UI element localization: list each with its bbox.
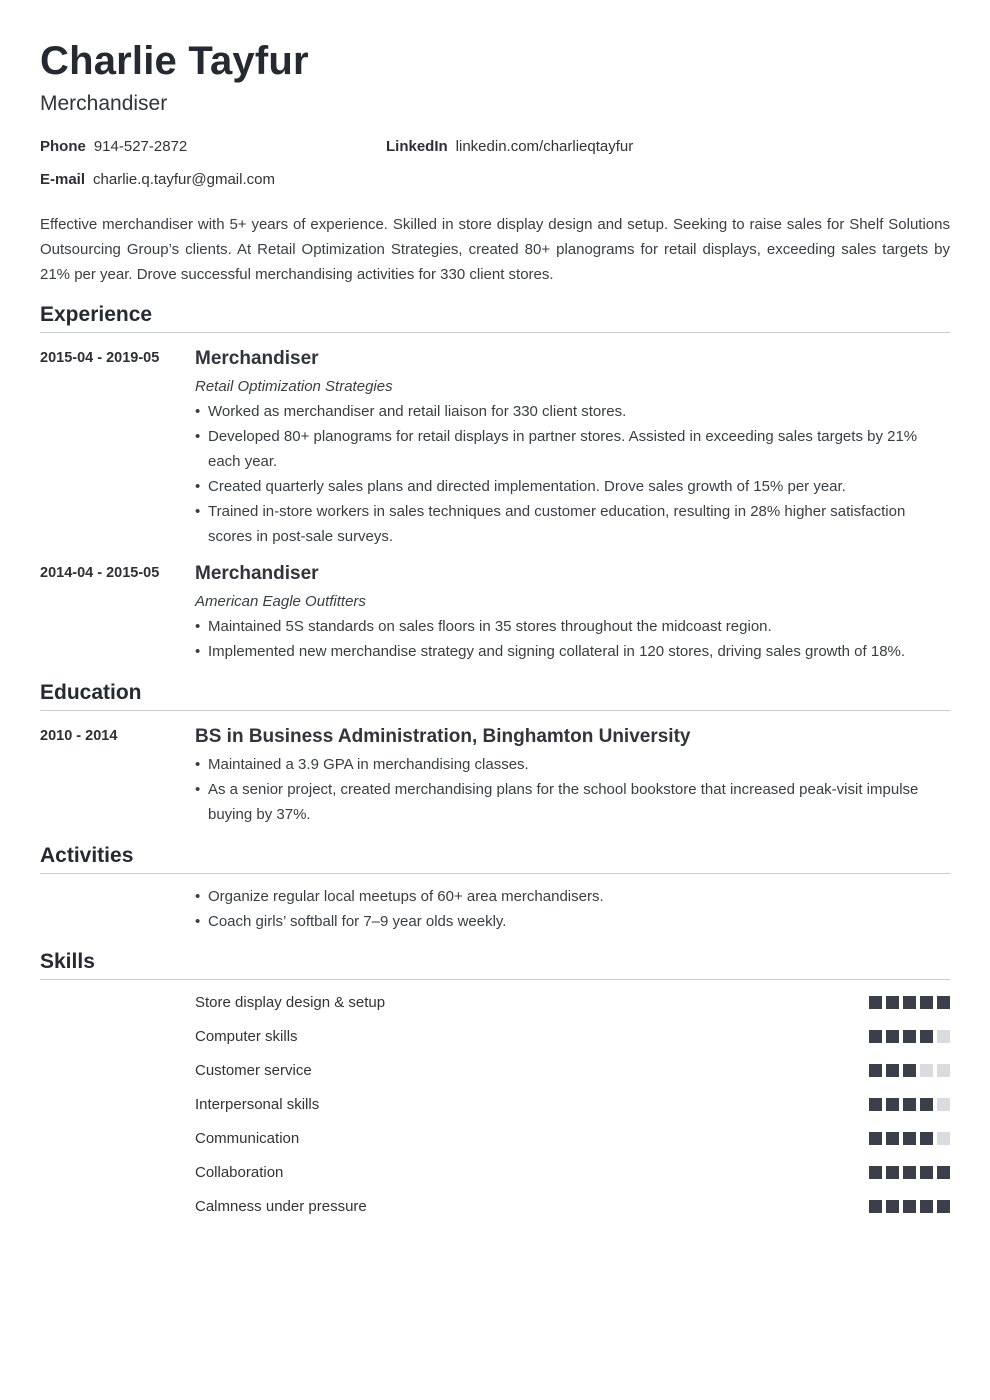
rating-square-filled xyxy=(903,1132,916,1145)
rating-square-filled xyxy=(937,996,950,1009)
rating-square-filled xyxy=(920,1132,933,1145)
skill-rating xyxy=(865,1200,950,1213)
skill-row xyxy=(195,1129,950,1149)
email-label: E-mail xyxy=(40,171,86,188)
bullet-item: • Implemented new merchandise strategy and signing collateral in 120 stores, driving sales growth of 18%. xyxy=(195,639,950,664)
skill-rating xyxy=(865,1064,950,1077)
skills-heading: Skills xyxy=(40,948,950,980)
skill-rating xyxy=(865,996,950,1009)
rating-square-filled xyxy=(886,1132,899,1145)
rating-square-filled xyxy=(869,1098,882,1111)
rating-square-filled xyxy=(920,1166,933,1179)
rating-square-filled xyxy=(886,1166,899,1179)
bullet-item: • Developed 80+ planograms for retail displays in partner stores. Assisted in exceeding sales targets by 21% each year. xyxy=(195,424,950,474)
job-role: Merchandiser xyxy=(195,563,319,584)
bullet-item: • Maintained a 3.9 GPA in merchandising classes. xyxy=(195,752,950,777)
rating-square-filled xyxy=(903,1064,916,1077)
job-company: Retail Optimization Strategies xyxy=(195,378,393,395)
rating-square-filled xyxy=(937,1166,950,1179)
skill-row xyxy=(195,993,950,1013)
rating-square-filled xyxy=(886,1030,899,1043)
bullet-item: • Trained in-store workers in sales techniques and customer education, resulting in 28% higher satisfaction scores in post-sale surveys. xyxy=(195,499,950,549)
contact-phone xyxy=(40,137,187,157)
skill-row xyxy=(195,1197,950,1217)
job-details xyxy=(195,563,950,664)
bullet-item: • Worked as merchandiser and retail liaison for 330 client stores. xyxy=(195,399,950,424)
phone-label: Phone xyxy=(40,138,86,155)
skill-name: Collaboration xyxy=(195,1164,284,1181)
rating-square-filled xyxy=(869,1132,882,1145)
skill-row xyxy=(195,1095,950,1115)
candidate-name: Charlie Tayfur xyxy=(40,39,309,83)
education-dates: 2010 - 2014 xyxy=(40,728,118,744)
rating-square-filled xyxy=(903,1098,916,1111)
rating-square-empty xyxy=(937,1064,950,1077)
rating-square-filled xyxy=(869,1166,882,1179)
skill-rating xyxy=(865,1132,950,1145)
rating-square-filled xyxy=(903,1030,916,1043)
skill-rating xyxy=(865,1098,950,1111)
skill-row xyxy=(195,1061,950,1081)
rating-square-empty xyxy=(937,1098,950,1111)
rating-square-filled xyxy=(903,1166,916,1179)
job-role: Merchandiser xyxy=(195,348,319,369)
bullet-item: • As a senior project, created merchandising plans for the school bookstore that increased peak-visit impulse buying by 37%. xyxy=(195,777,950,827)
rating-square-filled xyxy=(920,1200,933,1213)
linkedin-label: LinkedIn xyxy=(386,138,448,155)
job-title: Merchandiser xyxy=(40,92,168,115)
job-company: American Eagle Outfitters xyxy=(195,593,366,610)
job-details xyxy=(195,348,950,549)
rating-square-filled xyxy=(903,1200,916,1213)
skill-row xyxy=(195,1027,950,1047)
education-degree: BS in Business Administration, Binghamton University xyxy=(195,726,691,747)
rating-square-filled xyxy=(903,996,916,1009)
education-details xyxy=(195,726,950,827)
contact-email xyxy=(40,170,275,190)
job-dates: 2015-04 - 2019-05 xyxy=(40,350,160,366)
bullet-item: • Created quarterly sales plans and directed implementation. Drove sales growth of 15% per year. xyxy=(195,474,950,499)
rating-square-empty xyxy=(920,1064,933,1077)
experience-heading: Experience xyxy=(40,301,950,333)
activities-heading: Activities xyxy=(40,842,950,874)
activities-bullets xyxy=(195,884,950,934)
skill-rating xyxy=(865,1166,950,1179)
skill-name: Interpersonal skills xyxy=(195,1096,320,1113)
activities-details xyxy=(195,884,950,934)
rating-square-filled xyxy=(869,1030,882,1043)
skill-name: Computer skills xyxy=(195,1028,298,1045)
email-value[interactable]: charlie.q.tayfur@gmail.com xyxy=(93,171,275,188)
job-bullets xyxy=(195,399,950,549)
bullet-item: • Organize regular local meetups of 60+ area merchandisers. xyxy=(195,884,950,909)
skill-name: Communication xyxy=(195,1130,300,1147)
rating-square-filled xyxy=(886,996,899,1009)
job-dates: 2014-04 - 2015-05 xyxy=(40,565,160,581)
phone-value: 914-527-2872 xyxy=(93,138,188,155)
rating-square-filled xyxy=(920,1098,933,1111)
skill-rating xyxy=(865,1030,950,1043)
rating-square-empty xyxy=(937,1132,950,1145)
education-heading: Education xyxy=(40,679,950,711)
skill-row xyxy=(195,1163,950,1183)
education-bullets xyxy=(195,752,950,827)
job-bullets xyxy=(195,614,950,664)
rating-square-filled xyxy=(937,1200,950,1213)
linkedin-value[interactable]: linkedin.com/charlieqtayfur xyxy=(455,138,634,155)
skill-name: Calmness under pressure xyxy=(195,1198,367,1215)
skill-name: Store display design & setup xyxy=(195,994,386,1011)
rating-square-empty xyxy=(937,1030,950,1043)
rating-square-filled xyxy=(886,1200,899,1213)
bullet-item: • Coach girls’ softball for 7–9 year olds weekly. xyxy=(195,909,950,934)
rating-square-filled xyxy=(920,996,933,1009)
rating-square-filled xyxy=(886,1098,899,1111)
rating-square-filled xyxy=(869,1200,882,1213)
rating-square-filled xyxy=(869,996,882,1009)
rating-square-filled xyxy=(869,1064,882,1077)
bullet-item: • Maintained 5S standards on sales floors in 35 stores throughout the midcoast region. xyxy=(195,614,950,639)
rating-square-filled xyxy=(920,1030,933,1043)
rating-square-filled xyxy=(886,1064,899,1077)
contact-linkedin xyxy=(386,137,633,157)
summary-paragraph: Effective merchandiser with 5+ years of experience. Skilled in store display design and setup. Seeking to raise sales for Shelf Solutions Outsourcing Group’s clients. At Retail Optimization Strategies, created 80+ planograms for retail displays, exceeding sales targets by 21% per year. Drove successful merchandising activities for 330 client stores. xyxy=(40,216,950,283)
skill-name: Customer service xyxy=(195,1062,312,1079)
